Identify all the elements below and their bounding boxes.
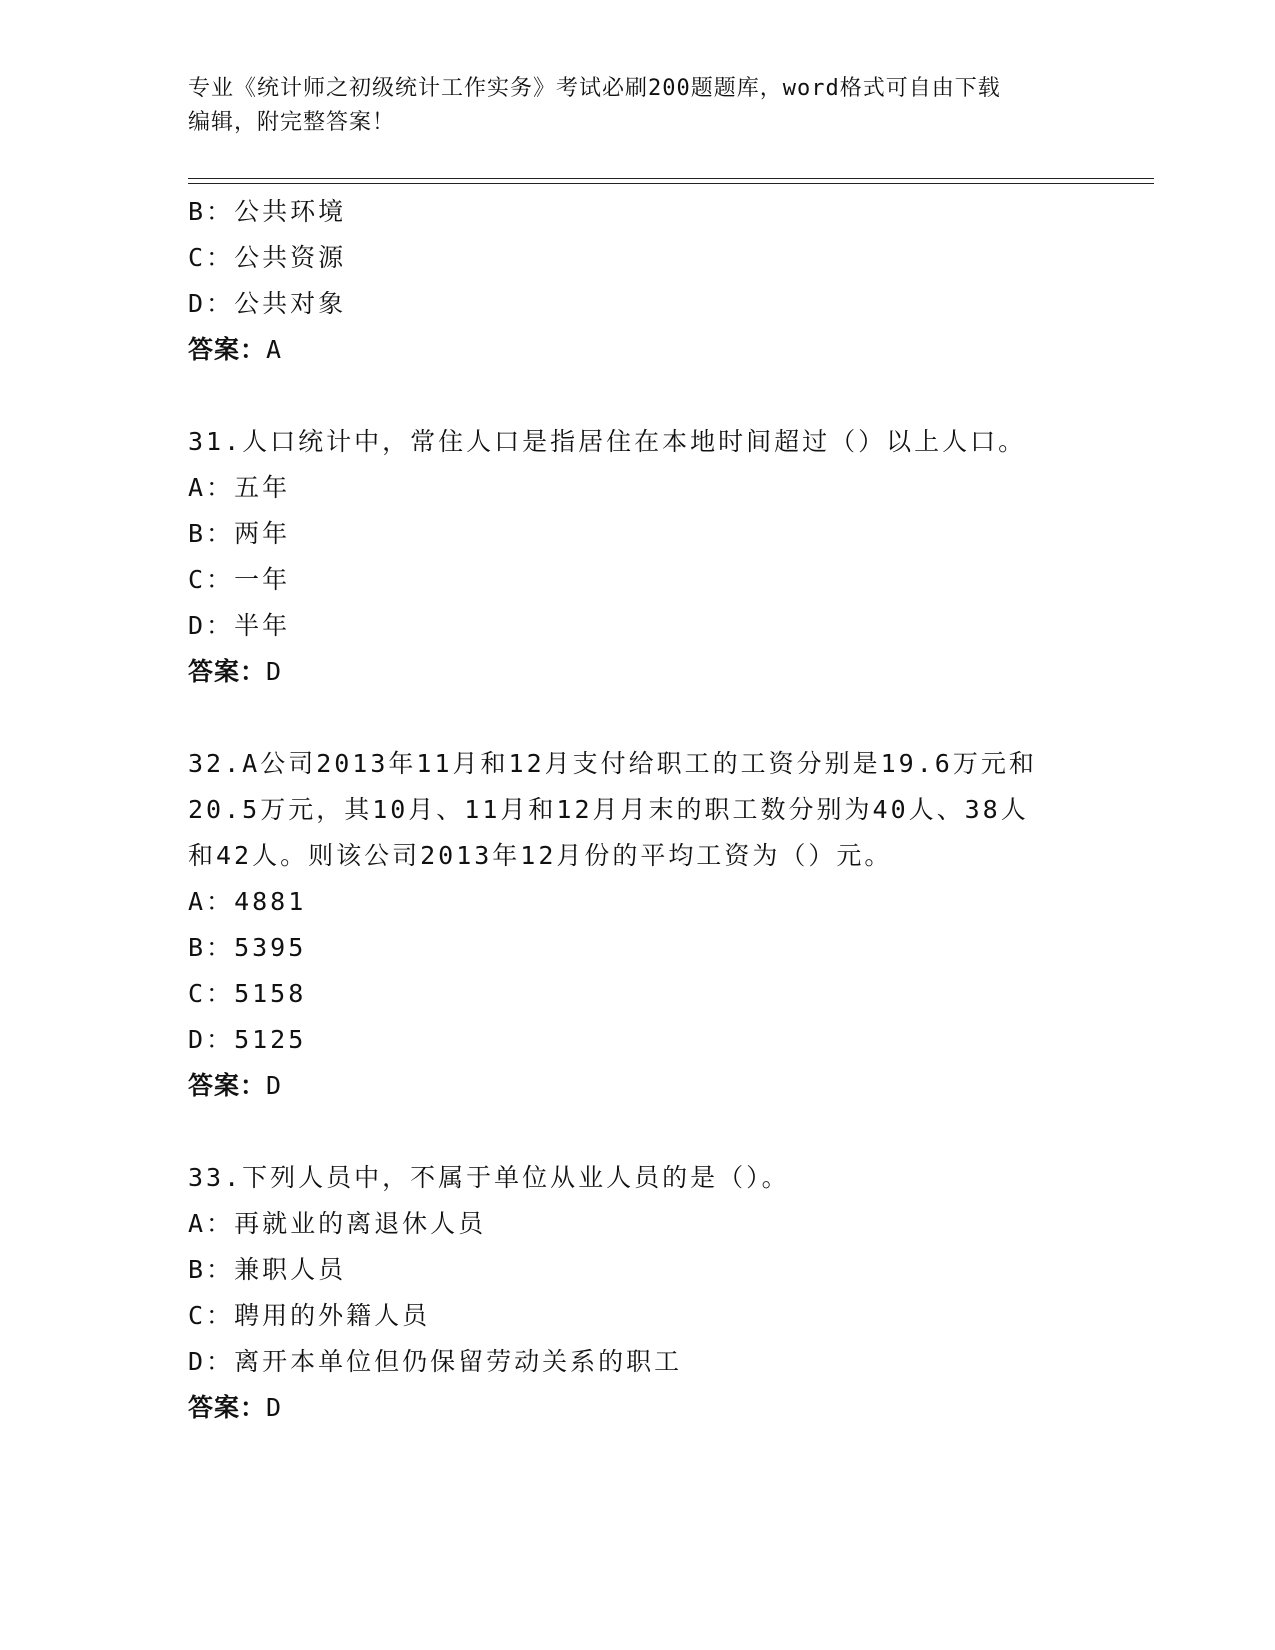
option-label: D： [188,289,235,318]
question-stem-line-3: 和42人。则该公司2013年12月份的平均工资为（）元。 [188,841,893,870]
question-33 [188,1155,1088,1431]
option-text: 5395 [234,933,307,962]
spacer [188,695,1088,741]
option-label: D： [188,1025,235,1054]
answer-value: A [266,335,283,364]
option-d [188,281,1088,327]
question-stem: 33.下列人员中，不属于单位从业人员的是（）。 [188,1163,790,1192]
answer-value: D [266,1393,283,1422]
option-text: 5158 [234,979,307,1008]
option-label: A： [188,887,235,916]
answer-value: D [266,657,283,686]
option-d [188,1339,1088,1385]
option-text: 离开本单位但仍保留劳动关系的职工 [234,1347,683,1376]
header-line-2: 编辑，附完整答案！ [188,110,396,135]
option-a [188,1201,1088,1247]
option-b [188,925,1088,971]
option-label: D： [188,611,235,640]
answer-line [188,1385,1088,1431]
header-divider-bottom [188,183,1154,184]
question-stem-line-2: 20.5万元，其10月、11月和12月月末的职工数分别为40人、38人 [188,795,1029,824]
spacer [188,373,1088,419]
option-text: 再就业的离退休人员 [234,1209,487,1238]
question-content [188,189,1088,1431]
question-32 [188,741,1088,1109]
question-stem: 31.人口统计中，常住人口是指居住在本地时间超过（）以上人口。 [188,427,1027,456]
option-text: 兼职人员 [234,1255,347,1284]
option-label: C： [188,1301,235,1330]
option-c [188,235,1088,281]
header-divider-top [188,178,1154,179]
answer-label: 答案： [188,1393,267,1422]
option-text: 公共资源 [234,243,347,272]
option-label: C： [188,243,235,272]
option-c [188,971,1088,1017]
answer-label: 答案： [188,657,267,686]
option-label: B： [188,1255,235,1284]
option-b [188,1247,1088,1293]
answer-label: 答案： [188,1071,267,1100]
option-a [188,879,1088,925]
option-c [188,1293,1088,1339]
option-text: 一年 [234,565,291,594]
answer-line [188,649,1088,695]
option-label: A： [188,473,235,502]
answer-label: 答案： [188,335,267,364]
option-a [188,465,1088,511]
document-header [188,72,1068,140]
option-label: C： [188,565,235,594]
header-line-1: 专业《统计师之初级统计工作实务》考试必刷200题题库，word格式可自由下载 [188,76,1001,101]
answer-line [188,327,1088,373]
option-label: D： [188,1347,235,1376]
option-text: 半年 [234,611,291,640]
option-text: 公共环境 [234,197,347,226]
option-d [188,603,1088,649]
spacer [188,1109,1088,1155]
question-stem-line-1: 32.A公司2013年11月和12月支付给职工的工资分别是19.6万元和 [188,749,1037,778]
option-d [188,1017,1088,1063]
option-text: 聘用的外籍人员 [234,1301,431,1330]
option-text: 两年 [234,519,291,548]
option-label: B： [188,933,235,962]
option-text: 4881 [234,887,307,916]
option-text: 五年 [234,473,291,502]
answer-value: D [266,1071,283,1100]
option-b [188,511,1088,557]
option-text: 5125 [234,1025,307,1054]
option-c [188,557,1088,603]
question-31 [188,419,1088,695]
answer-line [188,1063,1088,1109]
option-label: A： [188,1209,235,1238]
option-text: 公共对象 [234,289,347,318]
option-label: B： [188,519,235,548]
option-label: B： [188,197,235,226]
option-label: C： [188,979,235,1008]
option-b [188,189,1088,235]
carryover-block [188,189,1088,373]
